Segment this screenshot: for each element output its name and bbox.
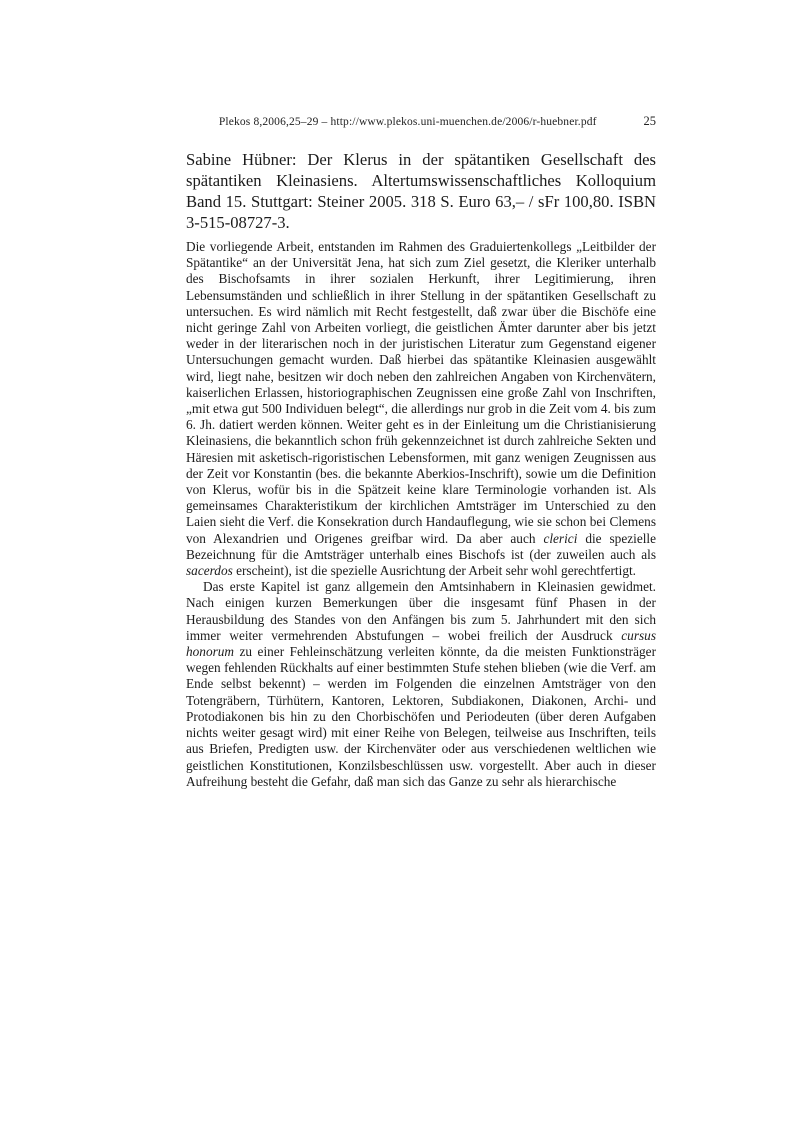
text-run: Die vorliegende Arbeit, entstanden im Rahmen des Graduiertenkollegs „Leitbilder der Spätantike“ an der Universität Jena, hat sich zum Ziel gesetzt, die Kleriker unterhalb des Bischofsamts in ihrer sozialen Herkunft, ihrer Legitimierung, ihren Lebensumständen und schließlich in ihrer Stellung in der spätantiken Gesellschaft zu untersuchen. Es wird nämlich mit Recht festgestellt, daß zwar über die Bischöfe eine nicht geringe Zahl von Arbeiten vorliegt, die geistlichen Ämter darunter aber bis jetzt weder in der literarischen noch in der juristischen Literatur zum Gegenstand eigener Untersuchungen gemacht wurden. Daß hierbei das spätantike Kleinasien ausgewählt wird, liegt nahe, besitzen wir doch neben den zahlreichen Angaben von Kirchenvätern, kaiserlichen Erlassen, historiographischen Zeugnissen eine große Zahl von Inschriften, „mit etwa gut 500 Individuen belegt“, die allerdings nur grob in die Zeit vom 4. bis zum 6. Jh. datiert werden können. Weiter geht es in der Einleitung um die Christianisierung Kleinasiens, die bekanntlich schon früh gekennzeichnet ist durch zahlreiche Sekten und Häresien mit asketisch-rigoristischen Lebensformen, mit ganz wenigen Zeugnissen aus der Zeit vor Konstantin (bes. die bekannte Aberkios-Inschrift), sowie um die Definition von Klerus, wofür bis in die Spätzeit keine klare Terminologie vorhanden ist. Als gemeinsames Charakteristikum der kirchlichen Amtsträger im Unterschied zu den Laien sieht die Verf. die Konsekration durch Handauflegung, wie sie schon bei Clemens von Alexandrien und Origenes greifbar wird. Da aber auch (186, 239, 656, 546)
review-body (186, 239, 656, 790)
italic-term: clerici (543, 530, 578, 546)
review-heading: Sabine Hübner: Der Klerus in der spätantiken Gesellschaft des spätantiken Kleinasiens. Altertumswissenschaftliches Kolloquium Band 15. Stuttgart: Steiner 2005. 318 S. Euro 63,– / sFr 100,80. ISBN 3-515-08727-3. (186, 150, 656, 232)
paragraph-2 (186, 579, 656, 790)
paragraph-1 (186, 239, 656, 579)
text-run: erscheint), ist die spezielle Ausrichtung der Arbeit sehr wohl gerechtfertigt. (232, 563, 636, 579)
text-run: zu einer Fehleinschätzung verleiten könnte, da die meisten Funktionsträger wegen fehlenden Rückhalts auf einer bestimmten Stufe stehen blieben (wie die Verf. am Ende selbst bekennt) – werden im Folgenden die einzelnen Amtsträger von den Totengräbern, Türhütern, Kantoren, Lektoren, Subdiakonen, Diakonen, Archi- und Protodiakonen bis hin zu den Chorbischöfen und Periodeuten (über deren Aufgaben nichts weiter gesagt wird) mit einer Reihe von Belegen, teilweise aus Inschriften, teils aus Briefen, Predigten usw. der Kirchenväter oder aus verschiedenen weltlichen wie geistlichen Konstitutionen, Konzilsbeschlüssen usw. vorgestellt. Aber auch in dieser Aufreihung besteht die Gefahr, daß man sich das Ganze zu sehr als hierarchische (186, 644, 656, 789)
running-title: Plekos 8,2006,25–29 – http://www.plekos.uni-muenchen.de/2006/r-huebner.pdf (218, 116, 597, 128)
italic-term: sacerdos (186, 563, 233, 579)
page-header (186, 115, 656, 129)
text-run: Das erste Kapitel ist ganz allgemein den Amtsinhabern in Kleinasien gewidmet. Nach einigen kurzen Bemerkungen über die insgesamt fünf Phasen in der Herausbildung des Standes von den Anfängen bis zum 5. Jahrhundert mit den sich immer weiter vermehrenden Abstufungen – wobei freilich der Ausdruck (186, 579, 656, 643)
text-run: die spezielle Bezeichnung für die Amtsträger unterhalb eines Bischofs ist (der zuweilen auch als (186, 530, 657, 562)
page-number: 25 (643, 114, 656, 128)
italic-term: cursus honorum (186, 627, 656, 660)
